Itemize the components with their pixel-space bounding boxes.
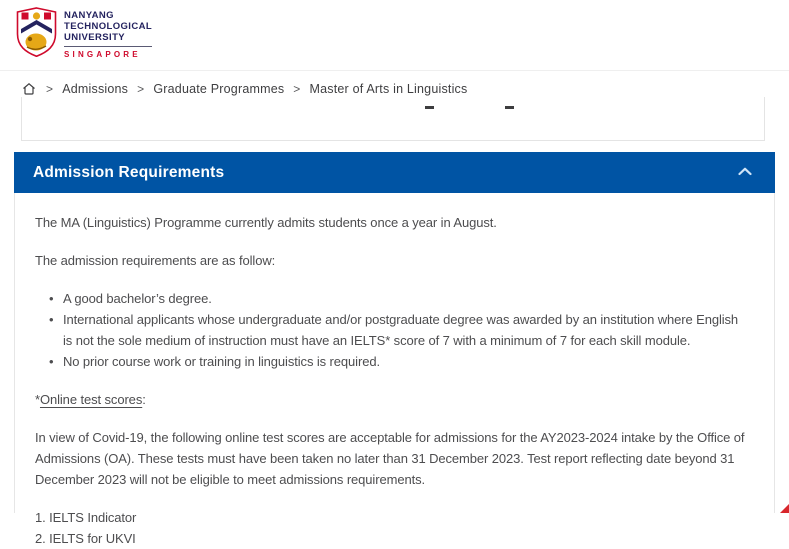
logo-country-label: SINGAPORE <box>64 50 141 59</box>
ntu-logo[interactable] <box>16 7 152 59</box>
cutoff-text-remnant <box>505 106 514 109</box>
covid-policy-paragraph: In view of Covid-19, the following online test scores are acceptable for admissions for the AY2023-2024 intake by the Office of Admissions (OA). These tests must have been taken no later than 31 December 2023. Test report reflecting date beyond 31 December 2023 will not be eligible to meet admissions requirements. <box>35 430 745 487</box>
logo-name-line1: NANYANG <box>64 10 114 21</box>
note-colon: : <box>142 392 146 407</box>
online-test-scores-note <box>35 389 750 410</box>
breadcrumb-item-current-page: Master of Arts in Linguistics <box>309 82 468 96</box>
previous-section-cutoff <box>21 97 765 141</box>
requirements-lead-paragraph: The admission requirements are as follow: <box>35 253 276 268</box>
requirements-bullet-list <box>35 288 750 372</box>
feedback-widget-corner[interactable] <box>780 504 789 513</box>
accepted-tests-list <box>35 507 750 549</box>
breadcrumb-item-graduate-programmes[interactable]: Graduate Programmes <box>153 82 285 96</box>
accordion-body-admission-requirements <box>14 193 775 546</box>
breadcrumb-separator: > <box>293 82 301 96</box>
note-asterisk: * <box>35 392 40 407</box>
logo-name-line2: TECHNOLOGICAL <box>64 21 153 32</box>
note-underlined-text: Online test scores <box>39 392 143 407</box>
breadcrumb-separator: > <box>137 82 145 96</box>
header-divider <box>0 70 789 71</box>
logo-divider <box>64 46 152 47</box>
intro-paragraph: The MA (Linguistics) Programme currently admits students once a year in August. <box>35 215 497 230</box>
logo-name-line3: UNIVERSITY <box>64 32 126 43</box>
chevron-up-icon[interactable] <box>738 167 752 176</box>
test-list-item: 1. IELTS Indicator <box>35 510 137 525</box>
home-icon[interactable] <box>22 82 36 96</box>
test-list-item: 2. IELTS for UKVI <box>35 531 136 546</box>
bullet-item: • International applicants whose undergraduate and/or postgraduate degree was awarded by an institution where English is not the sole medium of instruction must have an IELTS* score of 7 with a minimum of 7 for each skill module. <box>35 309 750 351</box>
ntu-crest-icon <box>16 7 57 57</box>
breadcrumb-item-admissions[interactable]: Admissions <box>62 82 129 96</box>
cutoff-text-remnant <box>425 106 434 109</box>
breadcrumb <box>22 82 467 96</box>
accordion-title: Admission Requirements <box>33 163 225 181</box>
accordion-header-admission-requirements[interactable] <box>14 152 775 193</box>
breadcrumb-separator: > <box>46 82 54 96</box>
bullet-item: • No prior course work or training in linguistics is required. <box>35 351 750 372</box>
ntu-logo-text <box>64 10 152 59</box>
bullet-item: • A good bachelor’s degree. <box>35 288 750 309</box>
